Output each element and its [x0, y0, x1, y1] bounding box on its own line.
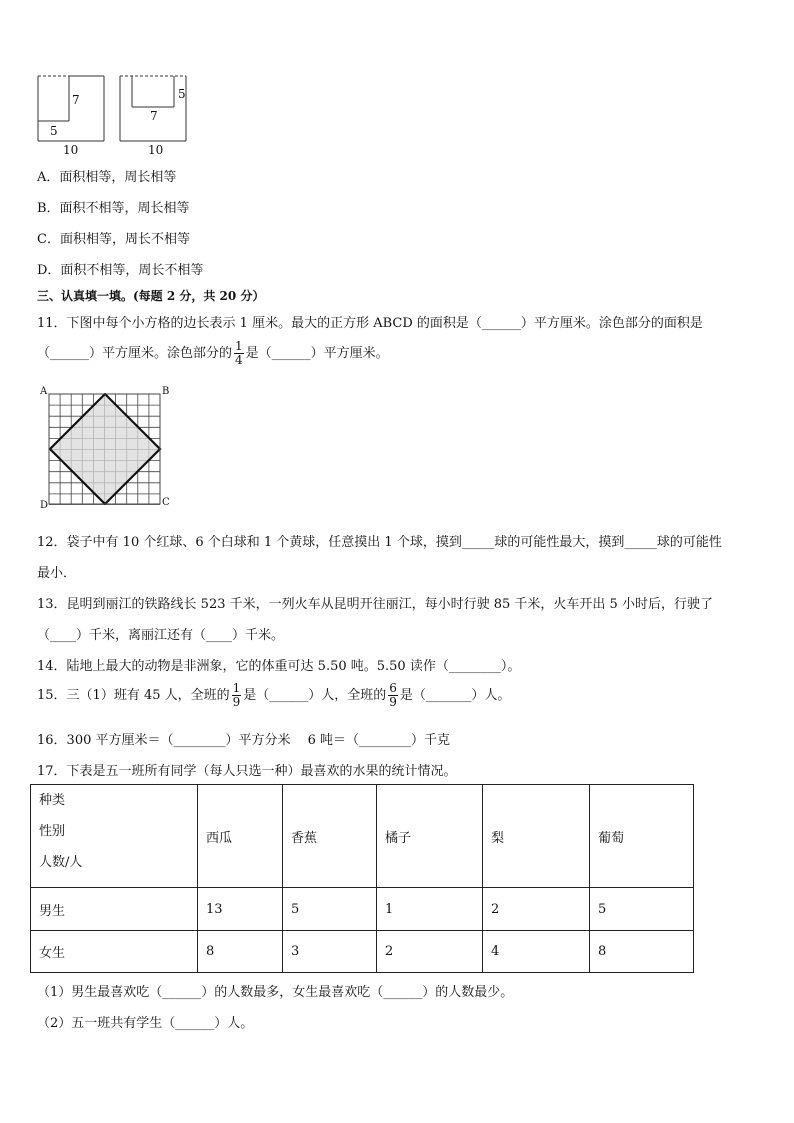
- table-row-girls: [31, 931, 694, 973]
- cell-boys-grape: 5: [590, 888, 694, 931]
- cell-boys-watermelon: 13: [198, 888, 283, 931]
- option-b[interactable]: B．面积不相等，周长相等: [37, 201, 190, 216]
- right-figure-side-7: 7: [150, 109, 158, 123]
- left-figure-width-10: 10: [63, 143, 79, 157]
- fruit-header-watermelon: 西瓜: [198, 785, 283, 888]
- fruit-header-orange: 橘子: [377, 785, 483, 888]
- q11-line1: 11．下图中每个小方格的边长表示 1 厘米。最大的正方形 ABCD 的面积是（______）平方厘米。涂色部分的面积是: [37, 316, 703, 331]
- q13-line2: （____）千米，离丽江还有（____）千米。: [37, 628, 285, 643]
- option-d[interactable]: D．面积不相等，周长不相等: [37, 263, 204, 278]
- q16-line: 16．300 平方厘米＝（________）平方分米 6 吨＝（________）千克: [37, 733, 451, 748]
- cell-boys-pear: 2: [483, 888, 590, 931]
- corner-label-d: D: [40, 500, 49, 511]
- cell-boys-orange: 1: [377, 888, 483, 931]
- cell-girls-orange: 2: [377, 931, 483, 973]
- right-figure-width-10: 10: [148, 143, 164, 157]
- q15-text-a: 15．三（1）班有 45 人，全班的: [37, 688, 230, 703]
- q12-line1: 12．袋子中有 10 个红球、6 个白球和 1 个黄球，任意摸出 1 个球，摸到_____球的可能性最大，摸到_____球的可能性: [37, 535, 722, 550]
- left-figure-side-7: 7: [72, 93, 80, 107]
- q14-line: 14．陆地上最大的动物是非洲象，它的体重可达 5.50 吨。5.50 读作（________）。: [37, 659, 521, 674]
- q15-fraction-1-denominator: 9: [232, 695, 241, 709]
- q15-fraction-2-numerator: 6: [389, 681, 397, 695]
- fruit-statistics-table: [30, 784, 694, 973]
- q12-line2: 最小．: [37, 566, 77, 581]
- diagonal-header-cell: [31, 785, 198, 888]
- q15-fraction-2: [388, 682, 398, 709]
- q15-fraction-2-denominator: 9: [389, 695, 397, 709]
- cell-girls-banana: 3: [283, 931, 377, 973]
- grid-square-figure: [48, 393, 164, 505]
- cell-girls-grape: 8: [590, 931, 694, 973]
- q11-fraction: [234, 340, 244, 367]
- row-label-girls: 女生: [31, 931, 198, 973]
- q15-fraction-1: [232, 682, 242, 709]
- q15-line: [37, 682, 510, 709]
- option-c[interactable]: C．面积相等，周长不相等: [37, 232, 190, 247]
- fruit-header-pear: 梨: [483, 785, 590, 888]
- section-3-heading: 三、认真填一填。(每题 2 分，共 20 分）: [37, 289, 265, 303]
- q13-line1: 13．昆明到丽江的铁路线长 523 千米，一列火车从昆明开往丽江，每小时行驶 85 千米，火车开出 5 小时后，行驶了: [37, 597, 713, 612]
- header-label-gender: 性别: [39, 824, 66, 839]
- q11-fraction-numerator: 1: [235, 339, 243, 353]
- right-figure-side-5: 5: [178, 87, 186, 101]
- table-header-row: [31, 785, 694, 888]
- cell-boys-banana: 5: [283, 888, 377, 931]
- header-label-count: 人数/人: [39, 855, 83, 870]
- option-a[interactable]: A．面积相等，周长相等: [37, 170, 177, 185]
- q11-line2: [37, 340, 389, 367]
- corner-label-b: B: [162, 386, 170, 397]
- corner-label-c: C: [162, 497, 170, 508]
- q17-intro: 17．下表是五一班所有同学（每人只选一种）最喜欢的水果的统计情况。: [37, 764, 457, 779]
- q11-fraction-denominator: 4: [235, 353, 243, 367]
- q15-text-b: 是（______）人，全班的: [243, 688, 387, 703]
- row-label-boys: 男生: [31, 888, 198, 931]
- fruit-header-grape: 葡萄: [590, 785, 694, 888]
- q15-text-c: 是（_______）人。: [399, 688, 511, 703]
- q17-sub-question-1: （1）男生最喜欢吃（______）的人数最多，女生最喜欢吃（______）的人数最少。: [37, 985, 514, 1000]
- header-label-type: 种类: [39, 793, 66, 808]
- corner-label-a: A: [40, 386, 48, 397]
- cell-girls-watermelon: 8: [198, 931, 283, 973]
- q11-line2-text-b: 是（______）平方厘米。: [245, 346, 389, 361]
- table-row-boys: [31, 888, 694, 931]
- left-figure-side-5: 5: [50, 124, 58, 138]
- q17-sub-question-2: （2）五一班共有学生（______）人。: [37, 1016, 254, 1031]
- shaded-diamond: [50, 394, 160, 504]
- q15-fraction-1-numerator: 1: [232, 681, 241, 695]
- cell-girls-pear: 4: [483, 931, 590, 973]
- fruit-header-banana: 香蕉: [283, 785, 377, 888]
- q11-line2-text-a: （______）平方厘米。涂色部分的: [37, 346, 233, 361]
